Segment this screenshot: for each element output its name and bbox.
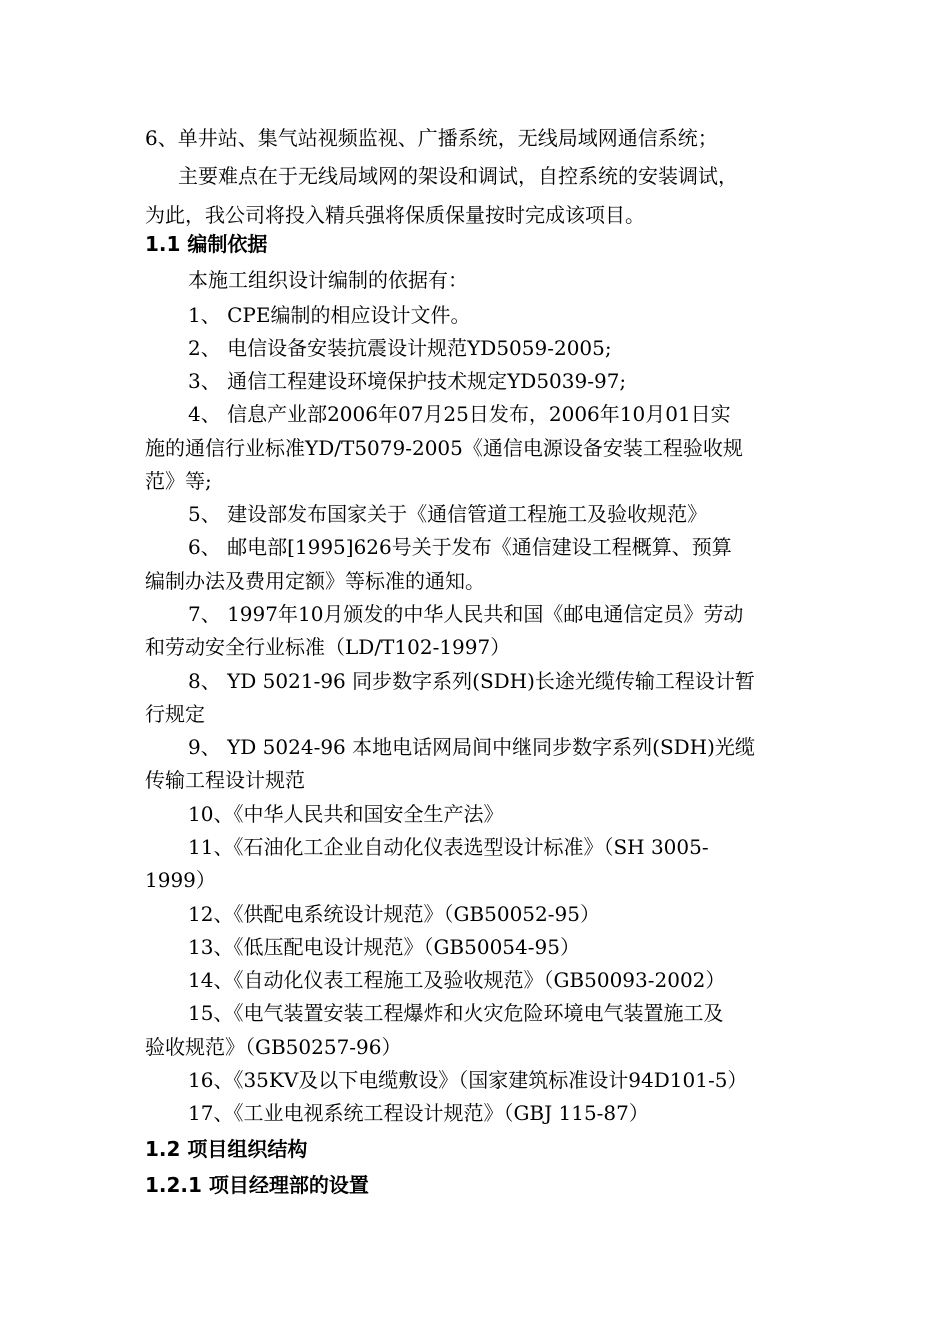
intro-paragraph-line-2: 为此，我公司将投入精兵强将保质保量按时完成该项目。 (145, 203, 645, 227)
basis-item-15-line-1: 15、《电气装置安装工程爆炸和火灾危险环境电气装置施工及 (188, 1001, 724, 1025)
basis-item-12: 12、《供配电系统设计规范》（GB50052-95） (188, 902, 600, 926)
basis-item-4-line-2: 施的通信行业标准YD/T5079-2005《通信电源设备安装工程验收规 (145, 436, 743, 460)
basis-item-16: 16、《35KV及以下电缆敷设》（国家建筑标准设计94D101-5） (188, 1068, 748, 1092)
basis-item-11-line-2: 1999） (145, 868, 216, 892)
basis-item-17: 17、《工业电视系统工程设计规范》（GBJ 115-87） (188, 1101, 649, 1125)
section-title-1-2: 1.2 项目组织结构 (145, 1137, 308, 1161)
basis-item-10: 10、《中华人民共和国安全生产法》 (188, 802, 504, 826)
basis-item-11-line-1: 11、《石油化工企业自动化仪表选型设计标准》（SH 3005- (188, 835, 709, 859)
basis-item-6-line-1: 6、 邮电部[1995]626号关于发布《通信建设工程概算、预算 (188, 535, 732, 559)
basis-item-4-line-3: 范》等; (145, 469, 212, 493)
basis-item-7-line-1: 7、 1997年10月颁发的中华人民共和国《邮电通信定员》劳动 (188, 602, 744, 626)
basis-item-9-line-1: 9、 YD 5024-96 本地电话网局间中继同步数字系列(SDH)光缆 (188, 735, 755, 759)
intro-paragraph-line-1: 主要难点在于无线局域网的架设和调试，自控系统的安装调试， (178, 164, 738, 188)
basis-item-4-line-1: 4、 信息产业部2006年07月25日发布，2006年10月01日实 (188, 402, 731, 426)
basis-item-7-line-2: 和劳动安全行业标准（LD/T102-1997） (145, 635, 511, 659)
section-lead: 本施工组织设计编制的依据有： (188, 268, 468, 292)
basis-item-8-line-1: 8、 YD 5021-96 同步数字系列(SDH)长途光缆传输工程设计暂 (188, 669, 755, 693)
basis-item-3: 3、 通信工程建设环境保护技术规定YD5039-97; (188, 369, 627, 393)
intro-item-6: 6、单井站、集气站视频监视、广播系统，无线局域网通信系统； (145, 126, 718, 150)
basis-item-9-line-2: 传输工程设计规范 (145, 768, 305, 792)
basis-item-1: 1、 CPE编制的相应设计文件。 (188, 303, 471, 327)
section-title-1-1: 1.1 编制依据 (145, 232, 268, 256)
basis-item-8-line-2: 行规定 (145, 702, 205, 726)
basis-item-5: 5、 建设部发布国家关于《通信管道工程施工及验收规范》 (188, 502, 708, 526)
basis-item-15-line-2: 验收规范》（GB50257-96） (145, 1035, 402, 1059)
basis-item-6-line-2: 编制办法及费用定额》等标准的通知。 (145, 569, 485, 593)
subsection-title-1-2-1: 1.2.1 项目经理部的设置 (145, 1173, 369, 1197)
basis-item-14: 14、《自动化仪表工程施工及验收规范》（GB50093-2002） (188, 968, 726, 992)
basis-item-2: 2、 电信设备安装抗震设计规范YD5059-2005; (188, 336, 612, 360)
basis-item-13: 13、《低压配电设计规范》（GB50054-95） (188, 935, 580, 959)
